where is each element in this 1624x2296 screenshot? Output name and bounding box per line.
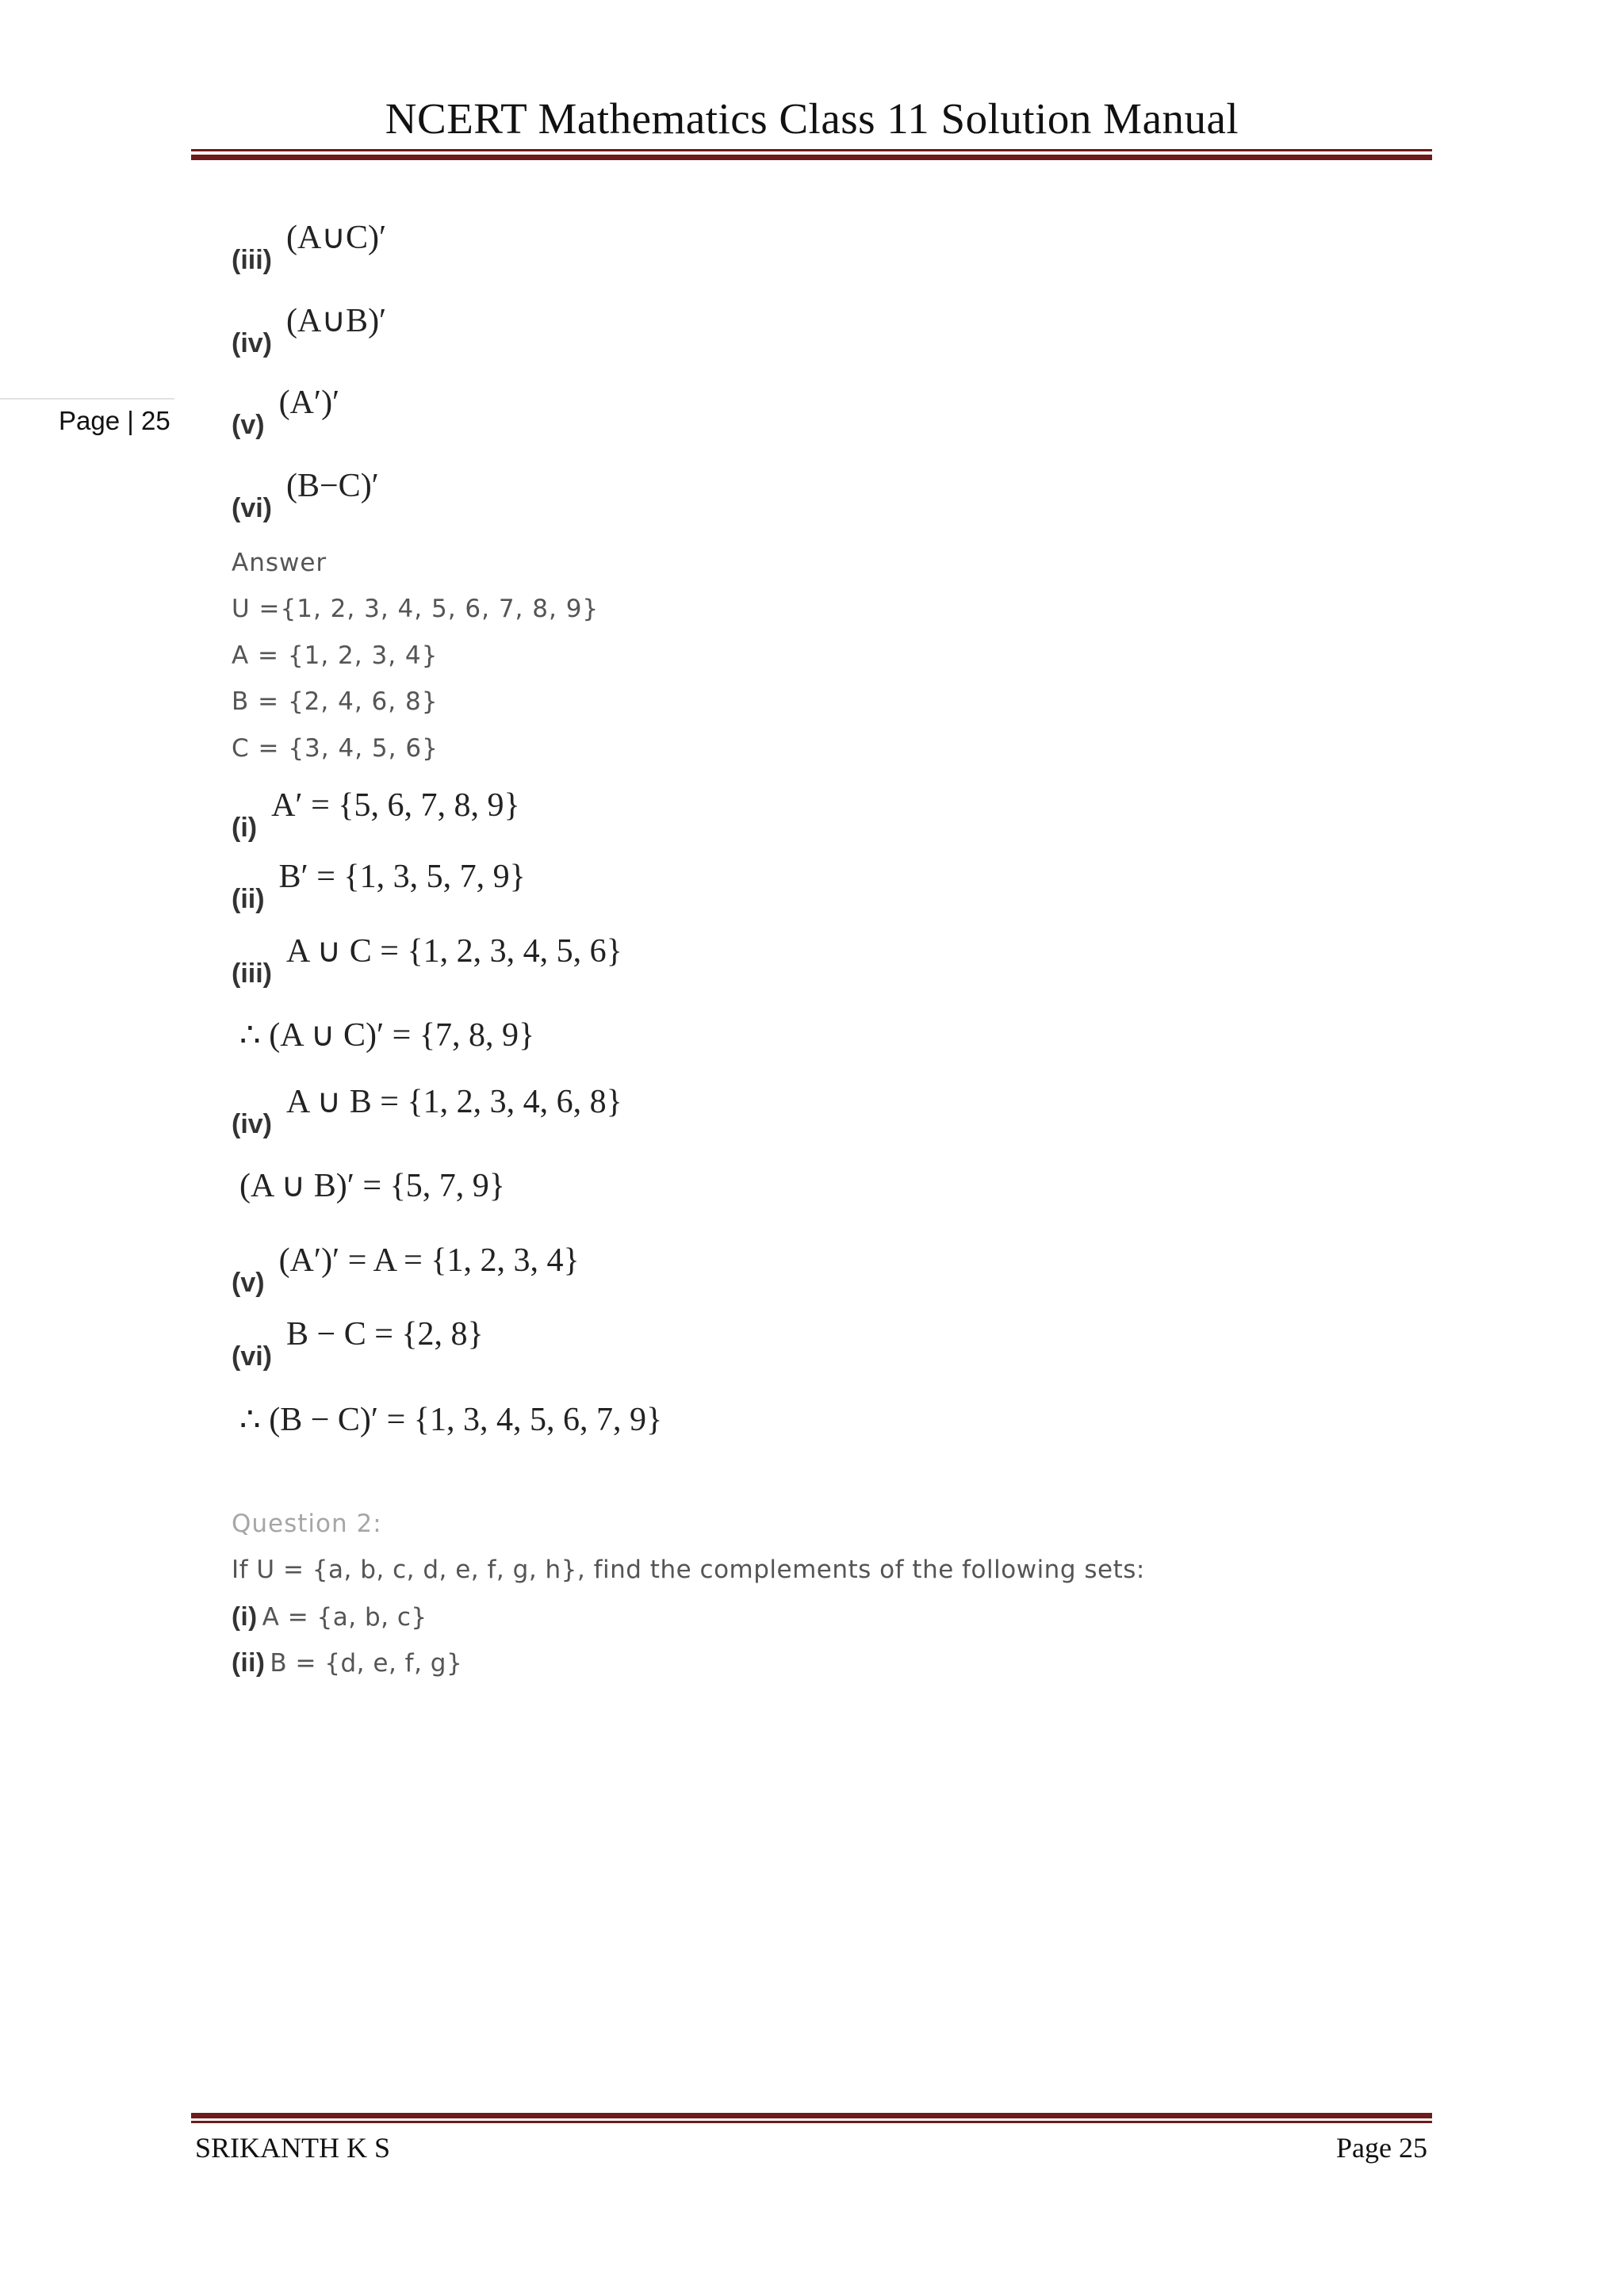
solution-iv-result: [232, 1165, 505, 1205]
solution-label: (v): [232, 1268, 265, 1298]
solution-label: (i): [232, 813, 258, 843]
header-rule-top: [191, 149, 1432, 151]
question-2-part-i: [232, 1601, 427, 1632]
solution-label: (iii): [232, 959, 272, 989]
solution-label: (ii): [232, 884, 265, 914]
solution-label: (iv): [232, 1109, 272, 1139]
footer-page-number: Page 25: [1336, 2132, 1427, 2164]
set-a: A = {1, 2, 3, 4}: [232, 641, 439, 670]
footer-rule-bottom: [191, 2121, 1432, 2123]
solution-iii-result: [232, 1015, 534, 1054]
part-text: B = {d, e, f, g}: [270, 1649, 463, 1678]
part-label: (v): [232, 410, 265, 440]
part-label: (iii): [232, 245, 272, 275]
part-label: (vi): [232, 493, 272, 523]
part-expression: (A∪B)′: [286, 303, 387, 339]
footer-rule-top: [191, 2113, 1432, 2118]
margin-divider: [0, 398, 174, 400]
solution-expression: ∴ (A ∪ C)′ = {7, 8, 9}: [239, 1017, 535, 1054]
solution-expression: A′ = {5, 6, 7, 8, 9}: [271, 787, 520, 824]
question-2-part-ii: [232, 1647, 462, 1678]
solution-v: [232, 1242, 580, 1300]
part-label: (i): [232, 1601, 258, 1631]
part-expression: (A∪C)′: [285, 220, 387, 256]
question-part-iii: [232, 220, 387, 277]
solution-expression: A ∪ C = {1, 2, 3, 4, 5, 6}: [285, 933, 622, 970]
part-expression: (B−C)′: [286, 468, 379, 504]
part-text: A = {a, b, c}: [262, 1603, 427, 1632]
answer-heading: Answer: [232, 549, 327, 577]
solution-expression: ∴ (B − C)′ = {1, 3, 4, 5, 6, 7, 9}: [239, 1402, 663, 1438]
set-u: U ={1, 2, 3, 4, 5, 6, 7, 8, 9}: [232, 595, 599, 623]
part-label: (iv): [232, 328, 272, 358]
margin-page-label: Page | 25: [59, 406, 170, 435]
page-title: NCERT Mathematics Class 11 Solution Manual: [385, 94, 1239, 143]
header-rule-bottom: [191, 155, 1432, 160]
solution-expression: B′ = {1, 3, 5, 7, 9}: [278, 859, 526, 895]
solution-i: [232, 787, 520, 845]
solution-ii: [232, 859, 526, 916]
question-2-heading: Question 2:: [232, 1510, 382, 1538]
solution-vi-result: [232, 1399, 662, 1439]
solution-vi: [232, 1316, 484, 1374]
solution-iii: [232, 933, 622, 991]
solution-label: (vi): [232, 1341, 272, 1372]
part-label: (ii): [232, 1647, 266, 1677]
set-c: C = {3, 4, 5, 6}: [232, 734, 439, 763]
footer-author: SRIKANTH K S: [195, 2132, 391, 2164]
solution-iv: [232, 1084, 622, 1142]
question-part-iv: [232, 303, 387, 361]
solution-expression: (A′)′ = A = {1, 2, 3, 4}: [278, 1242, 580, 1279]
solution-expression: (A ∪ B)′ = {5, 7, 9}: [239, 1168, 505, 1204]
part-expression: (A′)′: [278, 385, 340, 421]
set-b: B = {2, 4, 6, 8}: [232, 687, 439, 716]
question-2-text: If U = {a, b, c, d, e, f, g, h}, find the complements of the following sets:: [232, 1556, 1145, 1584]
solution-expression: B − C = {2, 8}: [286, 1316, 484, 1353]
question-part-vi: [232, 468, 379, 526]
solution-expression: A ∪ B = {1, 2, 3, 4, 6, 8}: [286, 1084, 622, 1120]
question-part-v: [232, 385, 340, 442]
